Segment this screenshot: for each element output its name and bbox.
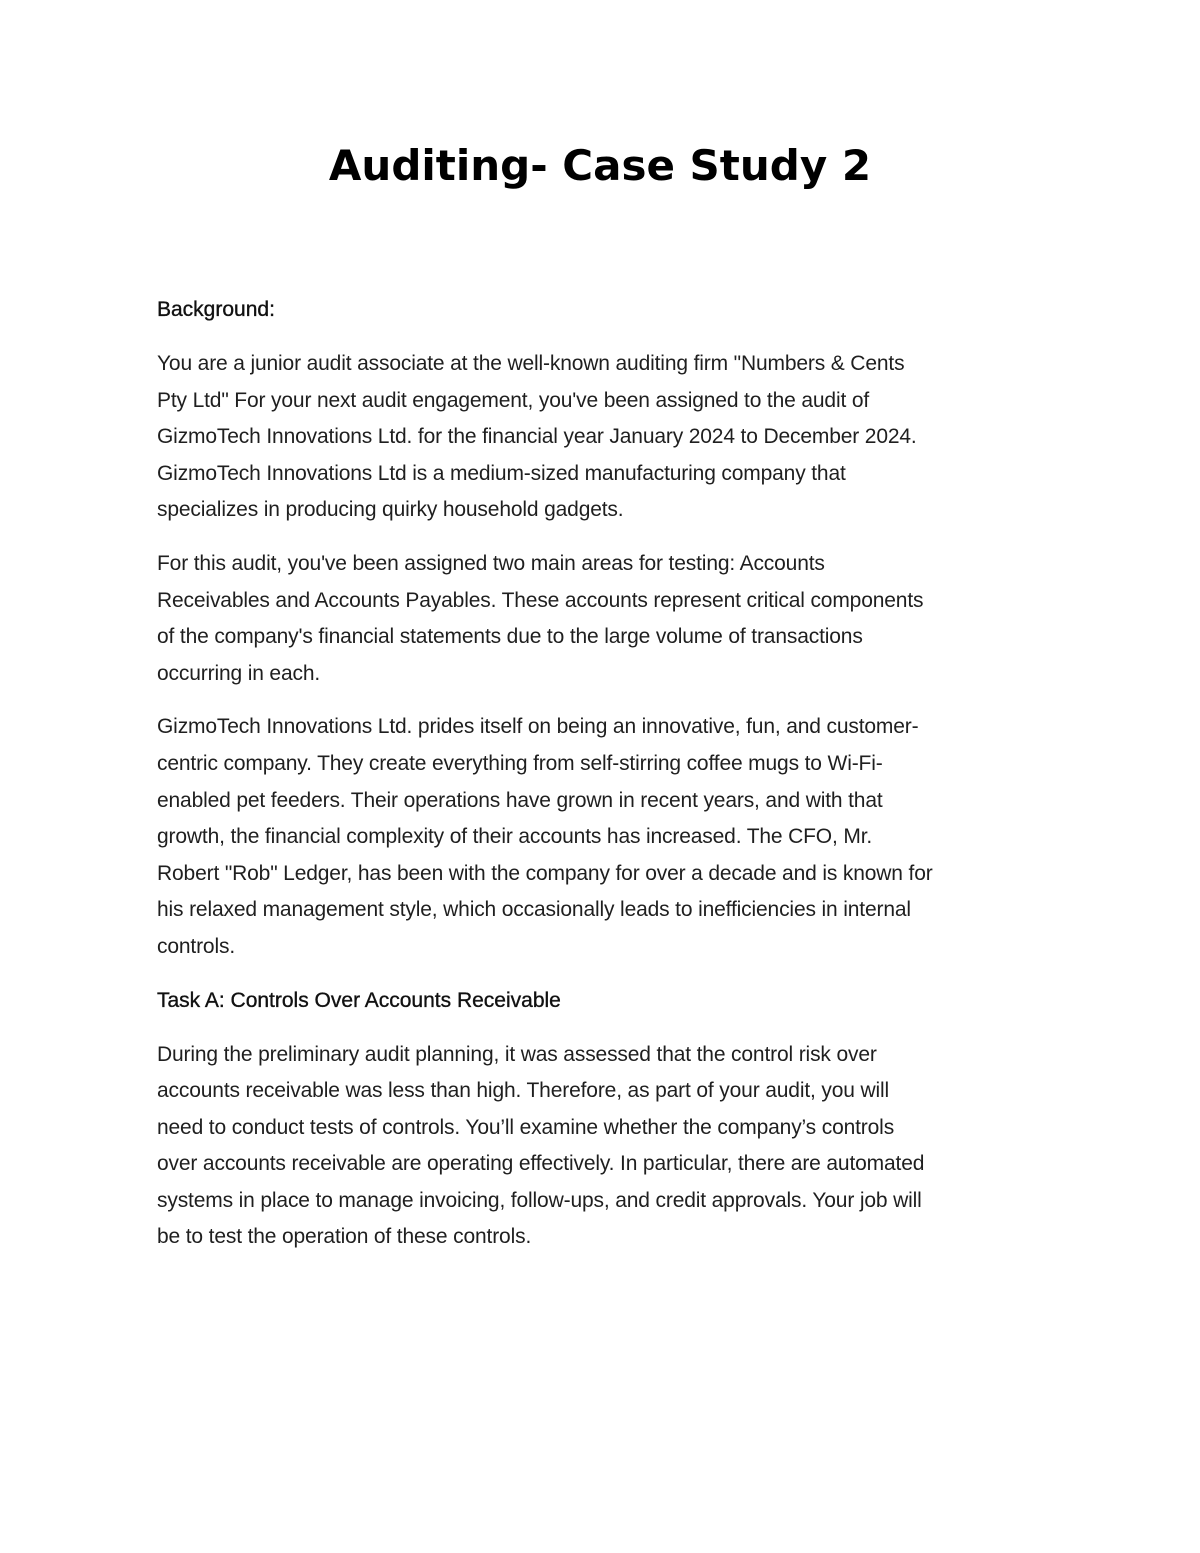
text-line: enabled pet feeders. Their operations have grown in recent years, and with that [157, 788, 883, 812]
text-line: controls. [157, 934, 236, 958]
text-line: You are a junior audit associate at the well-known auditing firm "Numbers & Cents [157, 352, 905, 375]
text-line: GizmoTech Innovations Ltd. prides itself on being an innovative, fun, and customer- [157, 715, 919, 739]
text-line: specializes in producing quirky household gadgets. [157, 498, 624, 522]
section-background [157, 292, 1062, 966]
text-line: GizmoTech Innovations Ltd. for the financial year January 2024 to December 2024. [157, 425, 917, 449]
text-line: over accounts receivable are operating effectively. In particular, there are automated [157, 1152, 925, 1176]
text-line: During the preliminary audit planning, it was assessed that the control risk over [157, 1042, 877, 1066]
section-task-a [157, 983, 1062, 1257]
text-line: be to test the operation of these controls. [157, 1225, 532, 1249]
text-line: growth, the financial complexity of their accounts has increased. The CFO, Mr. [157, 825, 873, 849]
paragraph [157, 346, 1062, 529]
paragraph [157, 546, 1062, 692]
text-line: accounts receivable was less than high. Therefore, as part of your audit, you will [157, 1079, 890, 1103]
section-heading: Background: [157, 298, 275, 321]
text-line: his relaxed management style, which occasionally leads to inefficiencies in internal [157, 898, 911, 922]
document-body [157, 292, 1062, 1273]
text-line: occurring in each. [157, 661, 321, 685]
text-line: centric company. They create everything from self-stirring coffee mugs to Wi-Fi- [157, 751, 883, 775]
text-line: Pty Ltd" For your next audit engagement, you've been assigned to the audit of [157, 388, 870, 412]
paragraph [157, 709, 1062, 965]
paragraph [157, 1037, 1062, 1257]
text-line: need to conduct tests of controls. You’ll examine whether the company’s controls [157, 1115, 895, 1139]
text-line: systems in place to manage invoicing, follow-ups, and credit approvals. Your job will [157, 1188, 922, 1212]
section-heading: Task A: Controls Over Accounts Receivable [157, 988, 561, 1012]
document-title: Auditing- Case Study 2 [328, 141, 872, 190]
text-line: Robert "Rob" Ledger, has been with the company for over a decade and is known for [157, 861, 933, 885]
text-line: For this audit, you've been assigned two main areas for testing: Accounts [157, 551, 825, 575]
text-line: Receivables and Accounts Payables. These accounts represent critical components [157, 588, 924, 612]
text-line: GizmoTech Innovations Ltd is a medium-sized manufacturing company that [157, 461, 846, 485]
text-line: of the company's financial statements due to the large volume of transactions [157, 625, 863, 649]
